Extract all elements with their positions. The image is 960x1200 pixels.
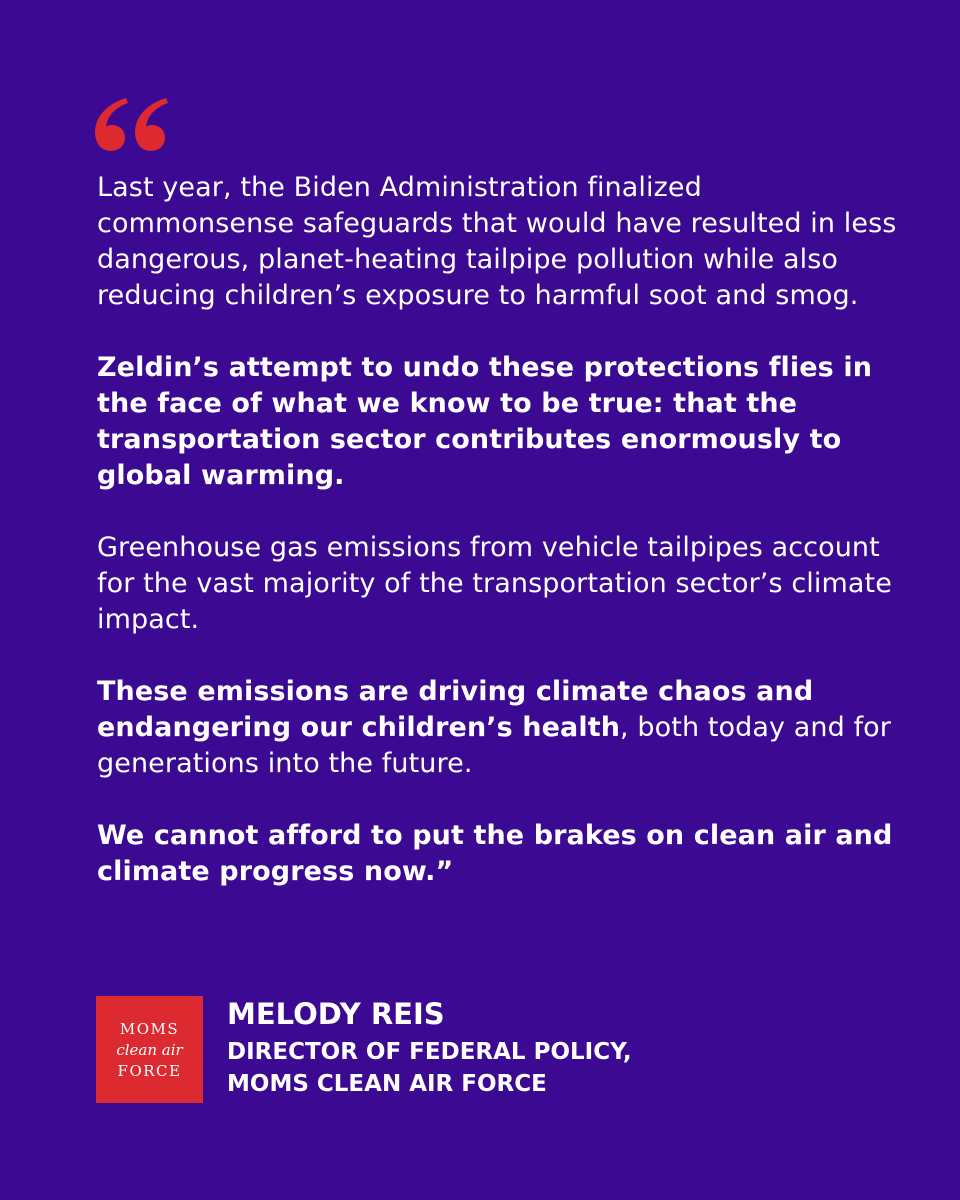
quote-paragraph-2: Zeldin’s attempt to undo these protections flies in the face of what we know to be true: that the transportation sector contributes enormously to global warming. xyxy=(97,352,873,491)
logo-line-2: clean air xyxy=(116,1040,183,1059)
speaker-title-line-2: MOMS CLEAN AIR FORCE xyxy=(227,1071,547,1097)
quote-paragraph-3: Greenhouse gas emissions from vehicle tailpipes account for the vast majority of the transportation sector’s climate impact. xyxy=(97,532,892,635)
speaker-title-line-1: DIRECTOR OF FEDERAL POLICY, xyxy=(227,1039,632,1065)
quote-paragraph-4 xyxy=(97,674,897,782)
quote-paragraph-4-rest: , both today and for generations into the future. xyxy=(97,712,891,779)
quote-paragraph-5: We cannot afford to put the brakes on clean air and climate progress now.” xyxy=(97,820,893,887)
speaker-info xyxy=(227,996,632,1100)
logo-line-1: MOMS xyxy=(119,1019,180,1038)
quote-paragraph-4-emphasis: These emissions are driving climate chaos and endangering our children’s health xyxy=(97,676,814,743)
quote-body xyxy=(97,170,897,926)
left-double-quote-icon xyxy=(92,96,172,152)
speaker-name: MELODY REIS xyxy=(227,997,445,1031)
logo-line-3: FORCE xyxy=(117,1061,182,1080)
attribution xyxy=(96,996,632,1103)
quote-paragraph-1: Last year, the Biden Administration finalized commonsense safeguards that would have resulted in less dangerous, planet-heating tailpipe pollution while also reducing children’s exposure to harmful soot and smog. xyxy=(97,172,897,311)
moms-clean-air-force-logo xyxy=(96,996,203,1103)
